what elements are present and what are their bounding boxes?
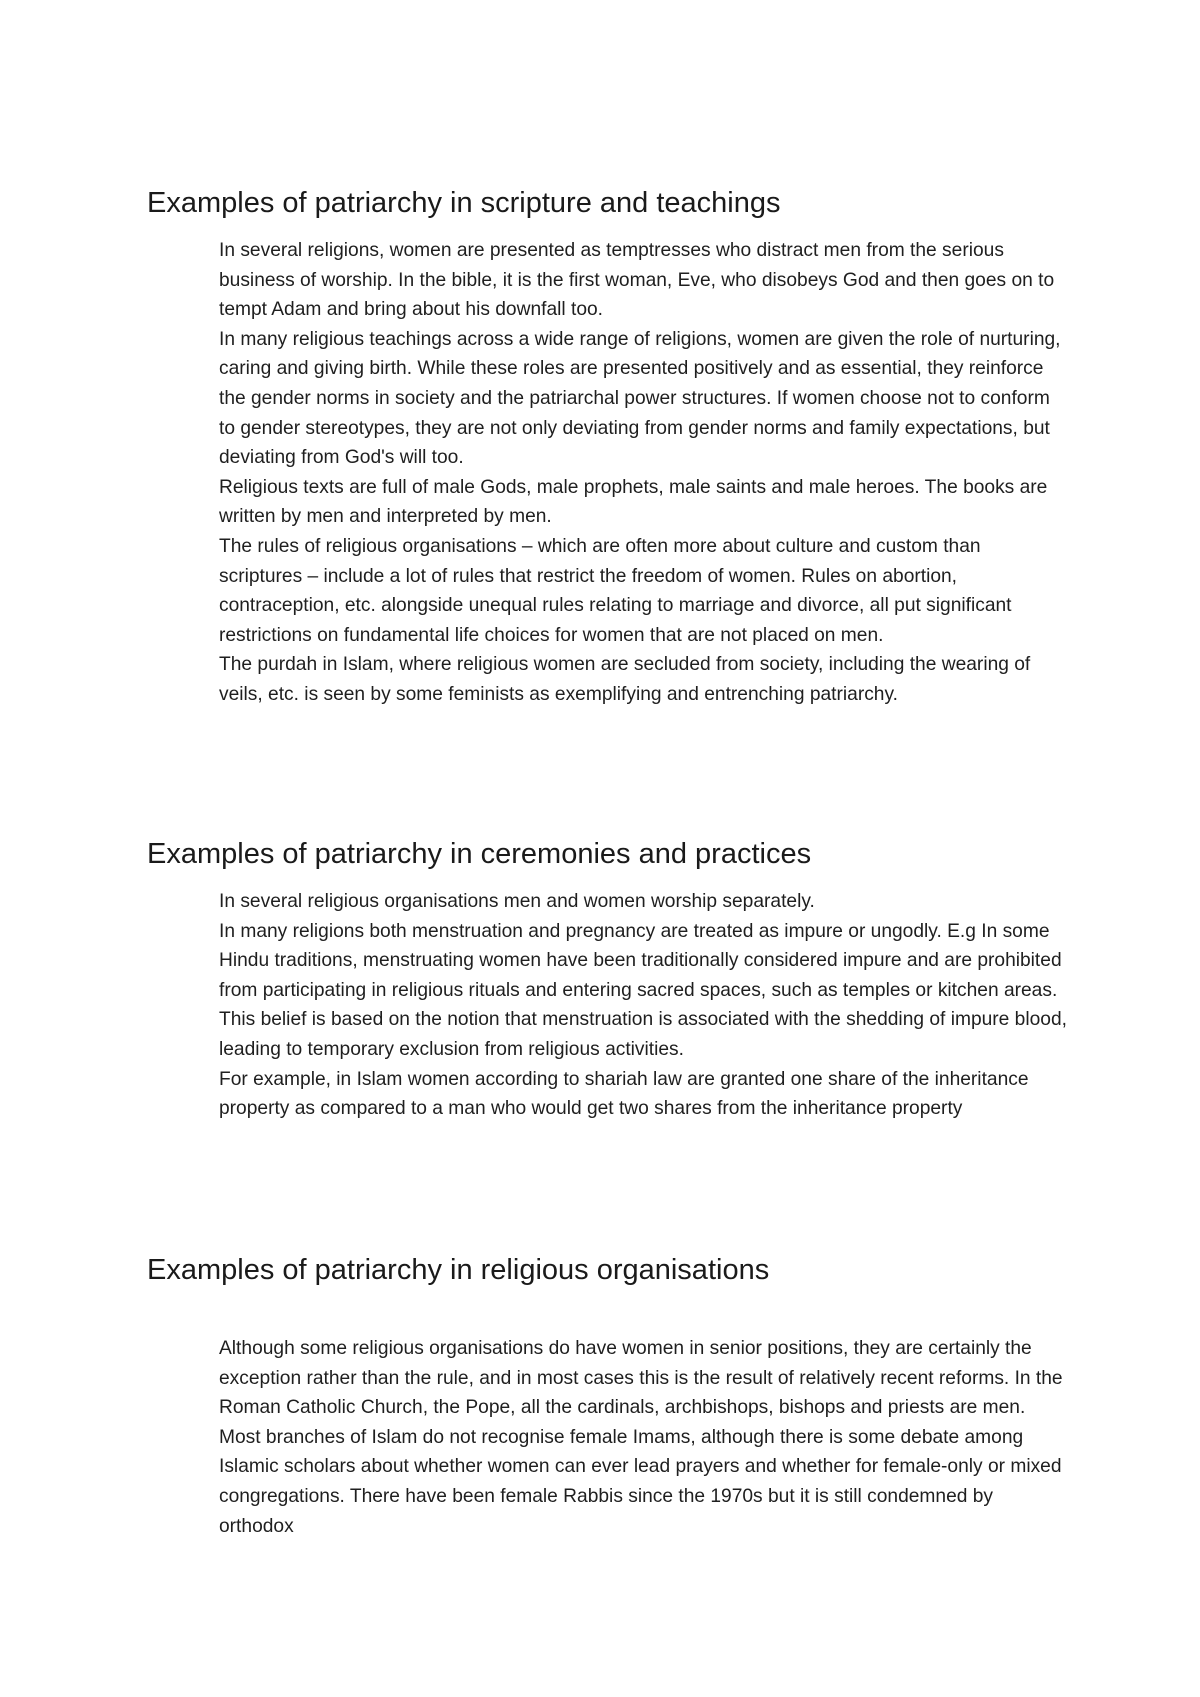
paragraph: In many religions both menstruation and pregnancy are treated as impure or ungodly. E.g In some Hindu traditions, menstruating women have been traditionally considered impure and are prohibited from participating in religious rituals and entering sacred spaces, such as temples or kitchen areas. This belief is based on the notion that menstruation is associated with the shedding of impure blood, leading to temporary exclusion from religious activities. bbox=[219, 920, 1067, 1060]
paragraph: The purdah in Islam, where religious women are secluded from society, including the wearing of veils, etc. is seen by some feminists as exemplifying and entrenching patriarchy. bbox=[219, 654, 1031, 705]
paragraph: The rules of religious organisations – which are often more about culture and custom than scriptures – include a lot of rules that restrict the freedom of women. Rules on abortion, contraception, etc. alongside unequal rules relating to marriage and divorce, all put significant restrictions on fundamental life choices for women that are not placed on men. bbox=[219, 535, 1012, 646]
paragraph: Religious texts are full of male Gods, male prophets, male saints and male heroes. The books are written by men and interpreted by men. bbox=[219, 476, 1048, 528]
paragraph: Although some religious organisations do have women in senior positions, they are certainly the exception rather than the rule, and in most cases this is the result of relatively recent reforms. In the Roman Catholic Church, the Pope, all the cardinals, archbishops, bishops and priests are men. Most branches of Islam do not recognise female Imams, although there is some debate among Islamic scholars about whether women can ever lead prayers and whether for female-only or mixed congregations. There have been female Rabbis since the 1970s but it is still condemned by orthodox bbox=[219, 1338, 1063, 1537]
section-body-organisations bbox=[219, 1334, 1069, 1541]
paragraph: For example, in Islam women according to shariah law are granted one share of the inheritance property as compared to a man who would get two shares from the inheritance property bbox=[219, 1068, 1029, 1120]
section-heading-ceremonies: Examples of patriarchy in ceremonies and practices bbox=[147, 838, 812, 870]
section-heading-organisations: Examples of patriarchy in religious organisations bbox=[147, 1254, 770, 1286]
section-body-ceremonies bbox=[219, 887, 1069, 1124]
paragraph: In several religious organisations men and women worship separately. bbox=[219, 891, 815, 912]
section-body-scripture bbox=[219, 236, 1069, 710]
paragraph: In many religious teachings across a wide range of religions, women are given the role of nurturing, caring and giving birth. While these roles are presented positively and as essential, they reinforce the gender norms in society and the patriarchal power structures. If women choose not to conform to gender stereotypes, they are not only deviating from gender norms and family expectations, but deviating from God's will too. bbox=[219, 328, 1061, 469]
paragraph: In several religions, women are presented as temptresses who distract men from the serious business of worship. In the bible, it is the first woman, Eve, who disobeys God and then goes on to tempt Adam and bring about his downfall too. bbox=[219, 240, 1055, 321]
section-heading-scripture: Examples of patriarchy in scripture and teachings bbox=[147, 187, 781, 219]
